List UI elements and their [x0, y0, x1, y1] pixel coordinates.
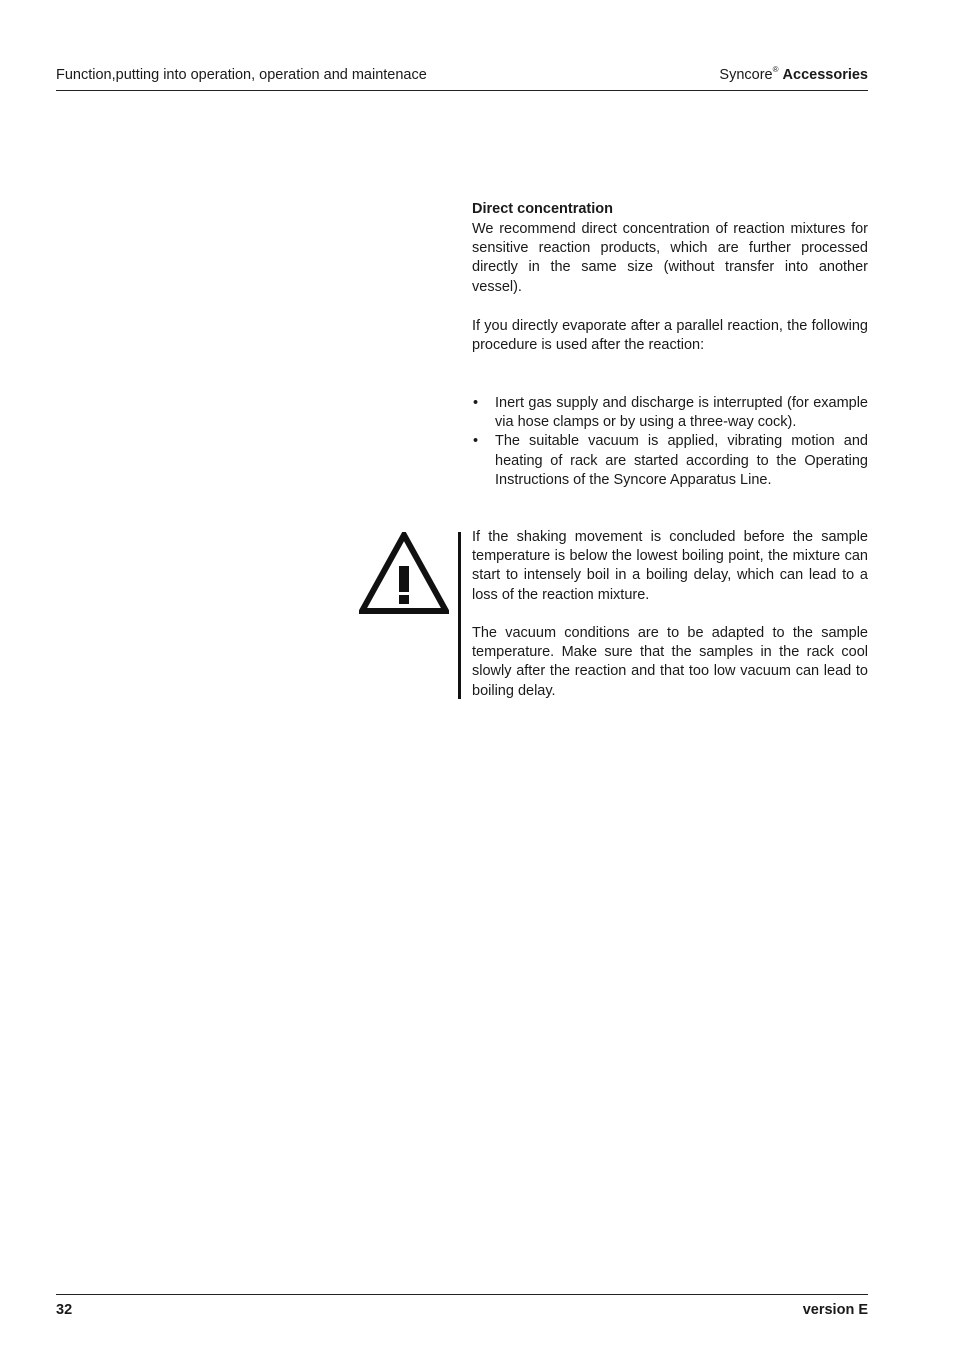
document-version: version E	[802, 1302, 868, 1318]
header-chapter-title: Function,putting into operation, operation and maintenace	[56, 67, 427, 83]
header-brand: Syncore	[719, 66, 773, 83]
header-section: Accessories	[782, 66, 868, 83]
page-footer	[56, 1294, 868, 1321]
registered-mark: ®	[772, 65, 779, 74]
list-item-text: Inert gas supply and discharge is interrupted (for example via hose clamps or by using a three-way cock).	[495, 395, 868, 431]
list-item-text: The suitable vacuum is applied, vibrating motion and heating of rack are started according to the Operating Instructions of the Syncore Apparatus Line.	[495, 433, 868, 488]
page-header	[56, 62, 868, 91]
warning-triangle-icon	[359, 532, 449, 614]
warning-bar	[458, 532, 461, 699]
intro-paragraph: We recommend direct concentration of reaction mixtures for sensitive reaction products, which are further processed directly in the same size (without transfer into another vessel).	[472, 221, 868, 295]
bullet-icon: •	[473, 395, 479, 411]
bullet-icon: •	[473, 433, 479, 450]
list-item	[472, 394, 868, 432]
warning-paragraph-boiling: If the shaking movement is concluded before the sample temperature is below the lowest boiling point, the mixture can start to intensely boil in a boiling delay, which can lead to a loss of the reaction mixture.	[472, 529, 868, 603]
procedure-intro-paragraph: If you directly evaporate after a parallel reaction, the following procedure is used after the reaction:	[472, 318, 868, 354]
warning-paragraph-vacuum: The vacuum conditions are to be adapted to the sample temperature. Make sure that the samples in the rack cool slowly after the reaction and that too low vacuum can lead to boiling delay.	[472, 625, 868, 699]
section-title: Direct concentration	[472, 201, 613, 217]
header-product-title	[719, 66, 868, 83]
page-number: 32	[56, 1302, 73, 1318]
procedure-list	[472, 394, 868, 490]
list-item	[472, 432, 868, 490]
